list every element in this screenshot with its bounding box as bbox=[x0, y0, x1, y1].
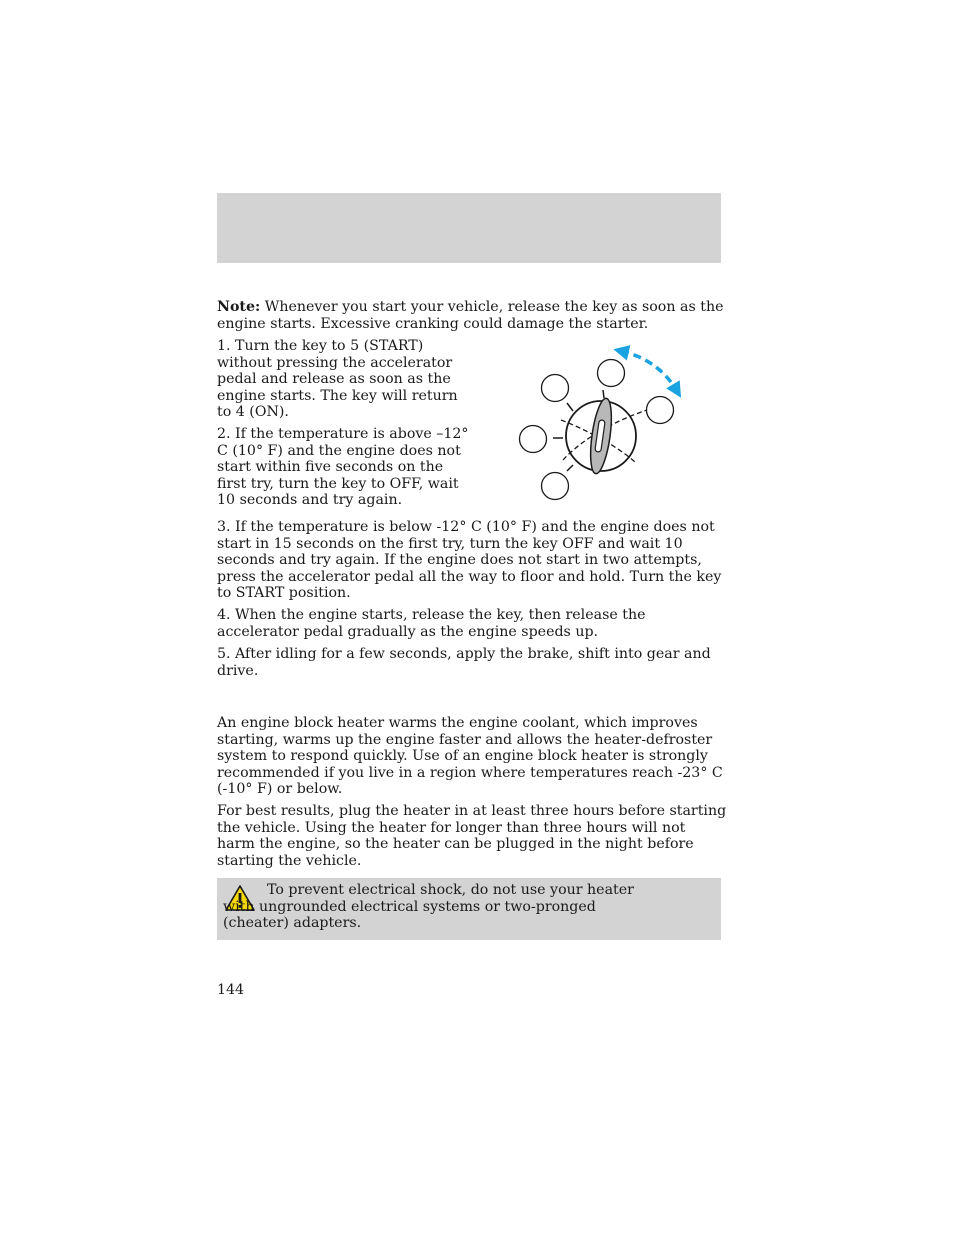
block-heater-paragraph-2: For best results, plug the heater in at least three hours before starting the vehicle. Using the heater for longer than three hours will not harm the engine, so the heater can be plugged in the night before starting the vehicle. bbox=[217, 803, 727, 869]
step-5: 5. After idling for a few seconds, apply the brake, shift into gear and drive. bbox=[217, 646, 711, 679]
position-circle-left bbox=[520, 426, 547, 453]
position-circle-top-left bbox=[542, 375, 569, 402]
warning-text: To prevent electrical shock, do not use your heater with ungrounded electrical systems or two-pronged (cheater) adapters. bbox=[223, 882, 634, 931]
note-paragraph bbox=[217, 299, 727, 332]
position-circle-right bbox=[647, 397, 674, 424]
position-circle-bottom-left bbox=[542, 473, 569, 500]
note-label: Note: bbox=[217, 299, 261, 315]
note-text: Whenever you start your vehicle, release the key as soon as the engine starts. Excessive cranking could damage the starter. bbox=[217, 299, 724, 332]
ignition-switch-diagram bbox=[505, 338, 705, 508]
warning-box bbox=[217, 878, 721, 940]
step-2: 2. If the temperature is above –12° C (10° F) and the engine does not start within five seconds on the first try, turn the key to OFF, wait 10 seconds and try again. bbox=[217, 426, 469, 508]
block-heater-paragraph-1: An engine block heater warms the engine coolant, which improves starting, warms up the engine faster and allows the heater-defroster system to respond quickly. Use of an engine block heater is strongly recommended if you live in a region where temperatures reach -23° C (-10° F) or below. bbox=[217, 715, 723, 797]
page-number: 144 bbox=[217, 982, 245, 998]
step-3: 3. If the temperature is below -12° C (10° F) and the engine does not start in 15 seconds on the first try, turn the key OFF and wait 10 seconds and try again. If the engine does not start in two attempts, press the accelerator pedal all the way to floor and hold. Turn the key to START position. bbox=[217, 519, 722, 601]
step-1: 1. Turn the key to 5 (START) without pressing the accelerator pedal and release as soon as the engine starts. The key will return to 4 (ON). bbox=[217, 338, 458, 420]
rotation-arrow-icon bbox=[621, 351, 677, 391]
position-circle-top bbox=[598, 360, 625, 387]
section-header-band bbox=[217, 193, 721, 263]
step-4: 4. When the engine starts, release the key, then release the accelerator pedal gradually as the engine speeds up. bbox=[217, 607, 646, 640]
